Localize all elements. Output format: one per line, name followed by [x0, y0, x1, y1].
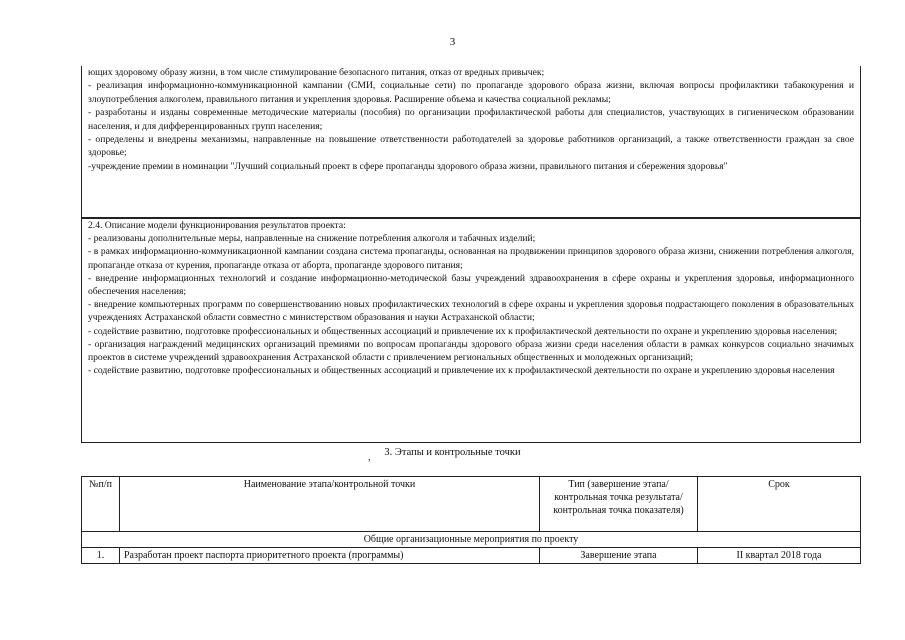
paragraph: - внедрение компьютерных программ по совершенствованию новых профилактических технологий в сфере охраны и укрепления здоровья подрастающего поколения в образовательных учреждениях Астраханской области совместно с министерством образования и науки Астраханской области; [88, 299, 854, 324]
table-header-row [82, 477, 861, 532]
paragraph: -учреждение премии в номинации "Лучший социальный проект в сфере пропаганды здорового образа жизни, правильного питания и сбережения здоровья" [88, 160, 728, 172]
page-number: 3 [449, 36, 456, 48]
paragraph: - содействие развитию, подготовке профессиональных и общественных ассоциаций и привлечение их к профилактической деятельности по охране и укреплению здоровья населения; [88, 325, 838, 337]
model-description-block [81, 218, 861, 443]
header-type: Тип (завершение этапа/контрольная точка результата/контрольная точка показателя) [540, 477, 698, 532]
section-title: 3. Этапы и контрольные точки [384, 447, 521, 458]
header-name: Наименование этапа/контрольной точки [120, 477, 540, 532]
paragraph: - реализованы дополнительные меры, направленные на снижение потребления алкоголя и табачных изделий; [88, 233, 536, 245]
table-row [82, 548, 861, 564]
model-heading: 2.4. Описание модели функционирования результатов проекта: [88, 220, 346, 231]
paragraph: - организация награждений медицинских организаций премиями по вопросам пропаганды здорового образа жизни среди населения области в рамках конкурсов социально значимых проектов в системе учреждений здравоохранения Астраханской области с привлечением региональных общественных и молодежных организаций; [88, 338, 854, 364]
paragraph: - разработаны и изданы современные методические материалы (пособия) по организации профилактической работы для специалистов, участвующих в гигиеническом образовании населения, и для дифференцированных групп населения; [88, 107, 854, 132]
group-title: Общие организационные мероприятия по проекту [82, 532, 861, 548]
stray-mark: , [368, 452, 371, 463]
table-group-row [82, 532, 861, 548]
paragraph: ющих здоровому образу жизни, в том числе стимулирование безопасного питания, отказ от вредных привычек; [88, 67, 545, 78]
paragraph: - в рамках информационно-коммуникационной кампании создана система пропаганды, основанная на продвижении принципов здорового образа жизни, снижении потребления алкоголя, пропаганде отказа от курения, пропаганде отказа от аборта, пропаганде здорового питания; [88, 246, 854, 271]
row-name: Разработан проект паспорта приоритетного проекта (программы) [120, 548, 540, 564]
paragraph: - внедрение информационных технологий и создание информационно-методической базы учреждений здравоохранения в сфере охраны и укрепления здоровья, информационного обеспечения населения; [88, 272, 854, 298]
paragraph: - определены и внедрены механизмы, направленные на повышение ответственности работодателей за здоровье работников организаций, а также ответственности граждан за свое здоровье; [88, 134, 854, 159]
header-num: №п/п [82, 477, 120, 532]
header-deadline: Срок [698, 477, 861, 532]
paragraph: - реализация информационно-коммуникационной кампании (СМИ, социальные сети) по пропаганде здорового образа жизни, включая вопросы профилактики табакокурения и злоупотребления алкоголем, правильного питания и укрепления здоровья. Расширение объема и качества социальной рекламы; [88, 80, 854, 105]
results-continuation-block [81, 66, 861, 218]
stages-table [81, 476, 861, 564]
row-num: 1. [82, 548, 120, 564]
paragraph: - содействие развитию, подготовке профессиональных и общественных ассоциаций и привлечение их к профилактической деятельности по охране и укреплению здоровья населения [88, 365, 835, 377]
row-deadline: II квартал 2018 года [698, 548, 861, 564]
row-type: Завершение этапа [540, 548, 698, 564]
